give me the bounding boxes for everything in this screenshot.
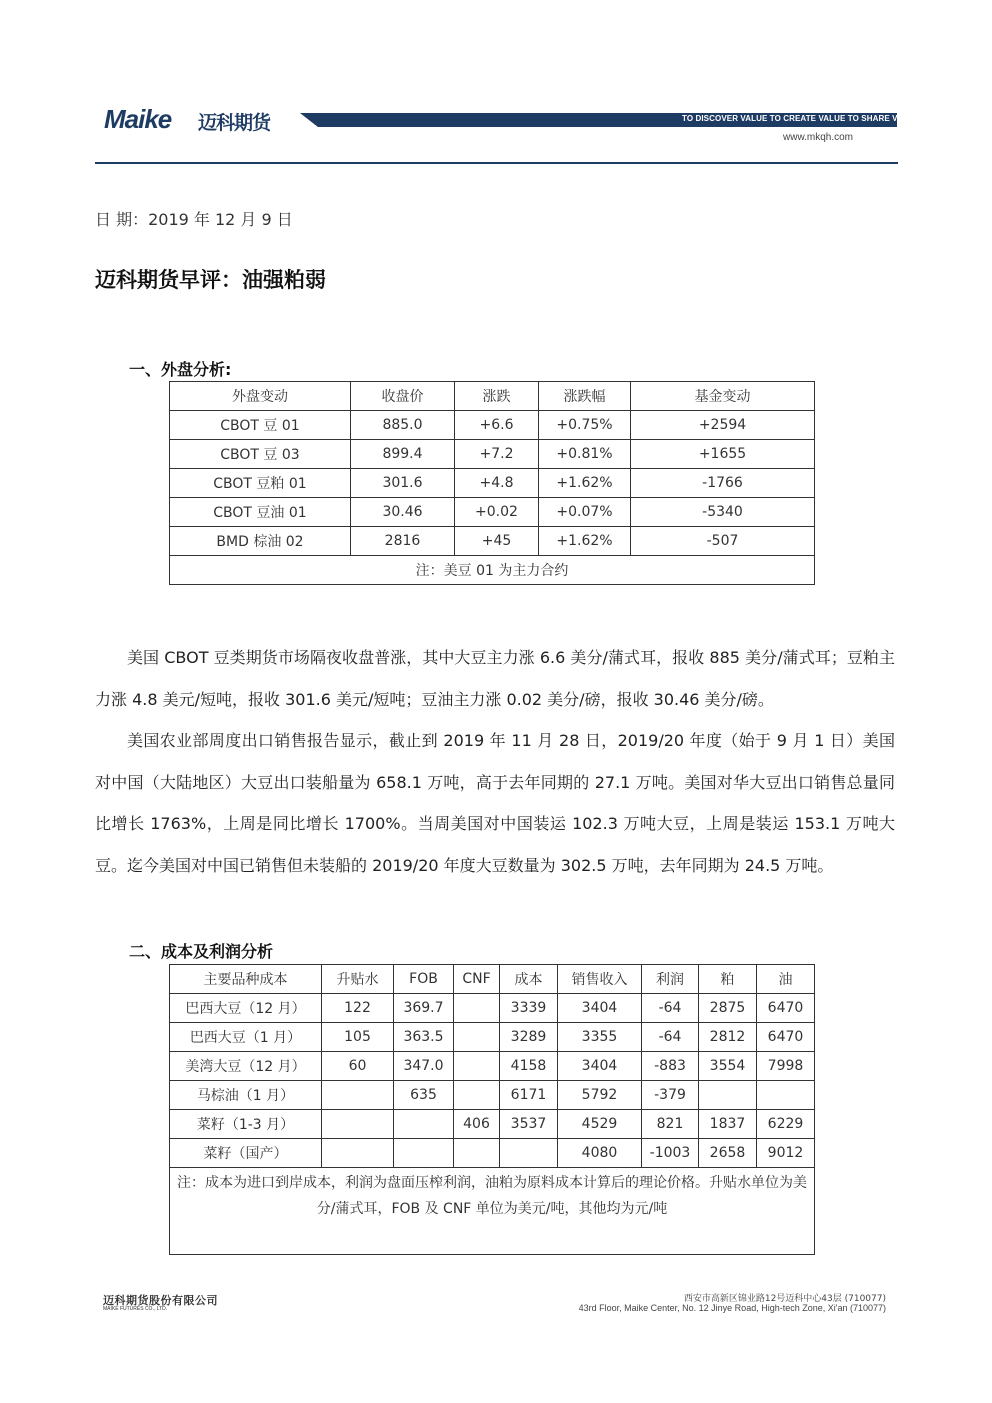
table-cell: 菜籽（1-3 月）: [170, 1110, 322, 1139]
header-cell: CNF: [454, 965, 500, 994]
table-cell: 635: [394, 1081, 454, 1110]
table-cell: +1.62%: [539, 469, 631, 498]
header-cell: 油: [757, 965, 815, 994]
header-cell: 涨跌幅: [539, 382, 631, 411]
table-cell: +4.8: [455, 469, 539, 498]
table-cell: 347.0: [394, 1052, 454, 1081]
table-cell: [322, 1081, 394, 1110]
table-cell: [394, 1139, 454, 1168]
table-cell: 2812: [699, 1023, 757, 1052]
header-cell: 销售收入: [558, 965, 642, 994]
footer-address-en: 43rd Floor, Maike Center, No. 12 Jinye Road, High-tech Zone, Xi'an (710077): [578, 1303, 886, 1313]
table-cell: 105: [322, 1023, 394, 1052]
table-cell: +0.07%: [539, 498, 631, 527]
section-cost-title: 二、成本及利润分析: [129, 942, 274, 961]
table-cell: 4080: [558, 1139, 642, 1168]
website-url: www.mkqh.com: [783, 132, 854, 143]
table-cell: 3289: [500, 1023, 558, 1052]
table-cell: 2658: [699, 1139, 757, 1168]
table-row: [170, 440, 815, 469]
table-cell: [454, 994, 500, 1023]
table-cell: [699, 1081, 757, 1110]
overseas-market-table: [169, 381, 815, 585]
table-cell: -1766: [631, 469, 815, 498]
table-cell: [322, 1110, 394, 1139]
table-header-row: [170, 965, 815, 994]
table-cell: 60: [322, 1052, 394, 1081]
table-row: [170, 527, 815, 556]
table-cell: 369.7: [394, 994, 454, 1023]
footer-address-cn: 西安市高新区锦业路12号迈科中心43层 (710077): [683, 1294, 886, 1304]
table-note: 注：美豆 01 为主力合约: [170, 556, 815, 585]
table-header-row: [170, 382, 815, 411]
table-cell: 7998: [757, 1052, 815, 1081]
table-cell: -64: [642, 1023, 699, 1052]
table-row: [170, 1081, 815, 1110]
table-cell: 3339: [500, 994, 558, 1023]
table-cell: 2816: [351, 527, 455, 556]
table-cell: 301.6: [351, 469, 455, 498]
table-cell: 1837: [699, 1110, 757, 1139]
table-row: [170, 1110, 815, 1139]
table-cell: 3554: [699, 1052, 757, 1081]
page-title: 迈科期货早评：油强粕弱: [95, 268, 326, 292]
header-cell: 涨跌: [455, 382, 539, 411]
table-cell: 122: [322, 994, 394, 1023]
table-cell: [322, 1139, 394, 1168]
table-cell: -507: [631, 527, 815, 556]
header-cell: FOB: [394, 965, 454, 994]
table-cell: [454, 1139, 500, 1168]
header-cell: 基金变动: [631, 382, 815, 411]
header-cell: 主要品种成本: [170, 965, 322, 994]
logo-maike-en: Maike: [104, 104, 172, 134]
header-cell: 成本: [500, 965, 558, 994]
table-cell: +45: [455, 527, 539, 556]
table-cell: 6470: [757, 1023, 815, 1052]
table-cell: 6171: [500, 1081, 558, 1110]
table-note-row: [170, 1168, 815, 1255]
table-cell: 821: [642, 1110, 699, 1139]
table-cell: [454, 1023, 500, 1052]
table-row: [170, 994, 815, 1023]
header-cell: 粕: [699, 965, 757, 994]
header-cell: 收盘价: [351, 382, 455, 411]
table-cell: CBOT 豆油 01: [170, 498, 351, 527]
table-cell: +7.2: [455, 440, 539, 469]
section-overseas-title: 一、外盘分析:: [129, 360, 232, 379]
table-cell: 3537: [500, 1110, 558, 1139]
table-cell: BMD 棕油 02: [170, 527, 351, 556]
table-row: [170, 469, 815, 498]
table-cell: 899.4: [351, 440, 455, 469]
table-cell: -64: [642, 994, 699, 1023]
table-cell: 2875: [699, 994, 757, 1023]
table-cell: -1003: [642, 1139, 699, 1168]
table-cell: 4529: [558, 1110, 642, 1139]
table-cell: +0.81%: [539, 440, 631, 469]
table-cell: 6470: [757, 994, 815, 1023]
analysis-text: [95, 637, 895, 886]
table-cell: -883: [642, 1052, 699, 1081]
table-cell: 406: [454, 1110, 500, 1139]
table-row: [170, 1023, 815, 1052]
table-cell: +1655: [631, 440, 815, 469]
header-cell: 利润: [642, 965, 699, 994]
paragraph-cbot-summary: 美国 CBOT 豆类期货市场隔夜收盘普涨，其中大豆主力涨 6.6 美分/蒲式耳，报收 885 美分/蒲式耳；豆粕主力涨 4.8 美元/短吨，报收 301.6 美元/短吨；豆油主力涨 0.02 美分/磅，报收 30.46 美分/磅。: [95, 648, 895, 709]
table-cell: 3404: [558, 1052, 642, 1081]
table-cell: 30.46: [351, 498, 455, 527]
table-cell: 美湾大豆（12 月）: [170, 1052, 322, 1081]
table-cell: CBOT 豆粕 01: [170, 469, 351, 498]
paragraph-usda-export: 美国农业部周度出口销售报告显示，截止到 2019 年 11 月 28 日，2019/20 年度（始于 9 月 1 日）美国对中国（大陆地区）大豆出口装船量为 658.1 万吨，高于去年同期的 27.1 万吨。美国对华大豆出口销售总量同比增长 1763%，上周是同比增长 1700%。当周美国对中国装运 102.3 万吨大豆，上周是装运 153.1 万吨大豆。迄今美国对中国已销售但未装船的 2019/20 年度大豆数量为 302.5 万吨，去年同期为 24.5 万吨。: [95, 731, 895, 875]
table-cell: CBOT 豆 01: [170, 411, 351, 440]
table-cell: +2594: [631, 411, 815, 440]
header-cell: 升贴水: [322, 965, 394, 994]
table-cell: 马棕油（1 月）: [170, 1081, 322, 1110]
table-cell: +6.6: [455, 411, 539, 440]
logo-maike-cn: 迈科期货: [198, 112, 271, 134]
table-cell: 3355: [558, 1023, 642, 1052]
table-cell: 363.5: [394, 1023, 454, 1052]
table-cell: 885.0: [351, 411, 455, 440]
table-row: [170, 1052, 815, 1081]
table-cell: [500, 1139, 558, 1168]
table-cell: -379: [642, 1081, 699, 1110]
table-cell: 6229: [757, 1110, 815, 1139]
table-cell: CBOT 豆 03: [170, 440, 351, 469]
table-row: [170, 411, 815, 440]
slogan-text: TO DISCOVER VALUE TO CREATE VALUE TO SHARE VALUE: [682, 114, 920, 123]
report-date: 日 期：2019 年 12 月 9 日: [95, 210, 293, 229]
table-cell: +0.75%: [539, 411, 631, 440]
footer-company-cn: 迈科期货股份有限公司: [103, 1294, 218, 1307]
table-cell: 3404: [558, 994, 642, 1023]
table-row: [170, 498, 815, 527]
table-cell: +1.62%: [539, 527, 631, 556]
cost-profit-table: [169, 964, 815, 1255]
table-cell: 巴西大豆（1 月）: [170, 1023, 322, 1052]
table-note-row: [170, 556, 815, 585]
table-cell: 9012: [757, 1139, 815, 1168]
footer-company-en: MAIKE FUTURES CO., LTD.: [103, 1306, 168, 1312]
table-cell: [454, 1052, 500, 1081]
table-cell: [757, 1081, 815, 1110]
table-cell: 菜籽（国产）: [170, 1139, 322, 1168]
table-note: 注：成本为进口到岸成本，利润为盘面压榨利润，油粕为原料成本计算后的理论价格。升贴水单位为美分/蒲式耳，FOB 及 CNF 单位为美元/吨，其他均为元/吨: [170, 1168, 815, 1255]
header-divider: [95, 162, 898, 164]
table-cell: 4158: [500, 1052, 558, 1081]
table-cell: [394, 1110, 454, 1139]
table-cell: 5792: [558, 1081, 642, 1110]
table-cell: 巴西大豆（12 月）: [170, 994, 322, 1023]
table-cell: [454, 1081, 500, 1110]
table-cell: +0.02: [455, 498, 539, 527]
table-cell: -5340: [631, 498, 815, 527]
table-row: [170, 1139, 815, 1168]
header-cell: 外盘变动: [170, 382, 351, 411]
